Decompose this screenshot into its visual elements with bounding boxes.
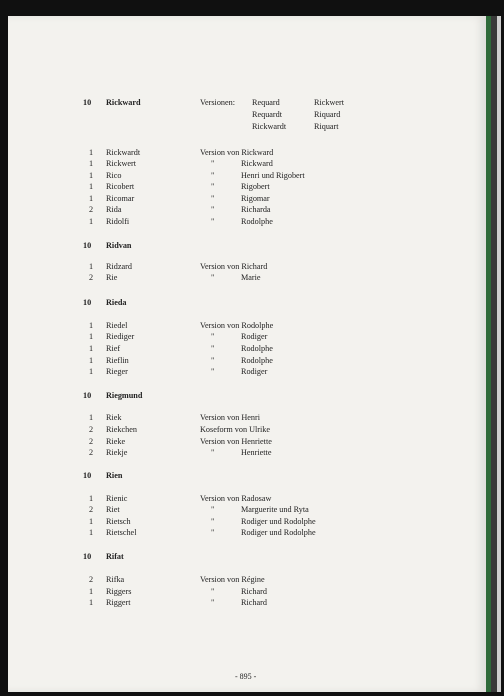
ditto-mark: " (211, 194, 215, 203)
entry-name: Riggert (106, 598, 131, 607)
entry-target: Rigomar (241, 194, 270, 203)
ditto-mark: " (211, 598, 215, 607)
entry-target: Rodiger und Rodolphe (241, 517, 316, 526)
entry-name: Ridolfi (106, 217, 130, 226)
entry-name: Rieflin (106, 356, 129, 365)
entry-target: Henriette (241, 448, 272, 457)
entry-name: Riedel (106, 321, 128, 330)
ditto-mark: " (211, 517, 215, 526)
entry-number: 2 (89, 448, 94, 457)
entry-number: 1 (89, 159, 94, 168)
entry-number: 2 (89, 425, 94, 434)
entry-name: Riediger (106, 332, 135, 341)
entry-number: 1 (89, 494, 94, 503)
header-name: Rickward (106, 98, 141, 107)
ditto-mark: " (211, 332, 215, 341)
entry-number: 1 (89, 344, 94, 353)
entry-number: 1 (89, 598, 94, 607)
entry-number: 1 (89, 367, 94, 376)
header-number: 10 (83, 98, 92, 107)
entry-name: Rickwardt (106, 148, 141, 157)
entry-number: 1 (89, 517, 94, 526)
entry-description: Version von Régine (200, 575, 265, 584)
entry-name: Riet (106, 505, 120, 514)
section-heading: Rifat (106, 552, 124, 561)
entry-description: Version von Henri (200, 413, 261, 422)
section-number: 10 (83, 298, 92, 307)
section-number: 10 (83, 552, 92, 561)
ditto-mark: " (211, 182, 215, 191)
ditto-mark: " (211, 587, 215, 596)
entry-name: Rietsch (106, 517, 131, 526)
entry-name: Rienic (106, 494, 128, 503)
entry-target: Richard (241, 598, 267, 607)
entry-name: Riek (106, 413, 122, 422)
entry-number: 1 (89, 332, 94, 341)
header-version: Rickwert (314, 98, 345, 107)
entry-target: Richard (241, 587, 267, 596)
header-version: Requard (252, 98, 280, 107)
entry-number: 1 (89, 413, 94, 422)
ditto-mark: " (211, 448, 215, 457)
entry-name: Rie (106, 273, 118, 282)
entry-name: Rico (106, 171, 122, 180)
entry-target: Rodolphe (241, 344, 273, 353)
section-heading: Rien (106, 471, 123, 480)
header-version: Riquard (314, 110, 341, 119)
ditto-mark: " (211, 505, 215, 514)
header-version: Requardt (252, 110, 283, 119)
entry-target: Rodiger und Rodolphe (241, 528, 316, 537)
ditto-mark: " (211, 217, 215, 226)
entry-target: Richarda (241, 205, 271, 214)
entry-number: 1 (89, 171, 94, 180)
ditto-mark: " (211, 159, 215, 168)
entry-number: 1 (89, 321, 94, 330)
entry-number: 1 (89, 217, 94, 226)
entry-description: Version von Richard (200, 262, 268, 271)
entry-number: 2 (89, 205, 94, 214)
entry-number: 1 (89, 262, 94, 271)
section-heading: Ridvan (106, 241, 132, 250)
entry-number: 2 (89, 575, 94, 584)
entry-target: Henri und Rigobert (241, 171, 305, 180)
entry-name: Rida (106, 205, 122, 214)
entry-name: Rietschel (106, 528, 137, 537)
entry-target: Rodiger (241, 367, 268, 376)
entry-name: Riekchen (106, 425, 137, 434)
entry-name: Rickwert (106, 159, 137, 168)
entry-name: Rieke (106, 437, 126, 446)
entry-number: 1 (89, 148, 94, 157)
entry-number: 1 (89, 587, 94, 596)
section-number: 10 (83, 471, 92, 480)
entry-name: Ricomar (106, 194, 135, 203)
ditto-mark: " (211, 273, 215, 282)
entry-name: Ridzard (106, 262, 132, 271)
entry-number: 2 (89, 505, 94, 514)
entry-description: Version von Radosaw (200, 494, 272, 503)
entry-number: 1 (89, 182, 94, 191)
entry-number: 2 (89, 437, 94, 446)
section-heading: Riegmund (106, 391, 143, 400)
ditto-mark: " (211, 344, 215, 353)
entry-name: Rifka (106, 575, 125, 584)
entry-description: Version von Henriette (200, 437, 272, 446)
header-version: Rickwardt (252, 122, 287, 131)
ditto-mark: " (211, 367, 215, 376)
ditto-mark: " (211, 171, 215, 180)
page-number: - 895 - (235, 672, 257, 681)
entry-description: Koseform von Ulrike (200, 425, 271, 434)
section-number: 10 (83, 391, 92, 400)
entry-name: Riekje (106, 448, 128, 457)
header-version: Riquart (314, 122, 339, 131)
entry-number: 1 (89, 528, 94, 537)
book-edge-light (497, 16, 501, 692)
ditto-mark: " (211, 528, 215, 537)
entry-number: 1 (89, 194, 94, 203)
entry-target: Rodiger (241, 332, 268, 341)
entry-target: Rickward (241, 159, 273, 168)
section-heading: Rieda (106, 298, 127, 307)
entry-description: Version von Rickward (200, 148, 274, 157)
entry-name: Riggers (106, 587, 132, 596)
header-versions-label: Versionen: (200, 98, 236, 107)
entry-name: Rief (106, 344, 121, 353)
entry-number: 2 (89, 273, 94, 282)
ditto-mark: " (211, 356, 215, 365)
entry-number: 1 (89, 356, 94, 365)
entry-target: Rigobert (241, 182, 270, 191)
entry-description: Version von Rodolphe (200, 321, 274, 330)
entry-target: Rodolphe (241, 356, 273, 365)
entry-target: Marguerite und Ryta (241, 505, 309, 514)
section-number: 10 (83, 241, 92, 250)
entry-target: Rodolphe (241, 217, 273, 226)
entry-name: Rieger (106, 367, 128, 376)
entry-name: Ricobert (106, 182, 135, 191)
ditto-mark: " (211, 205, 215, 214)
entry-target: Marie (241, 273, 261, 282)
